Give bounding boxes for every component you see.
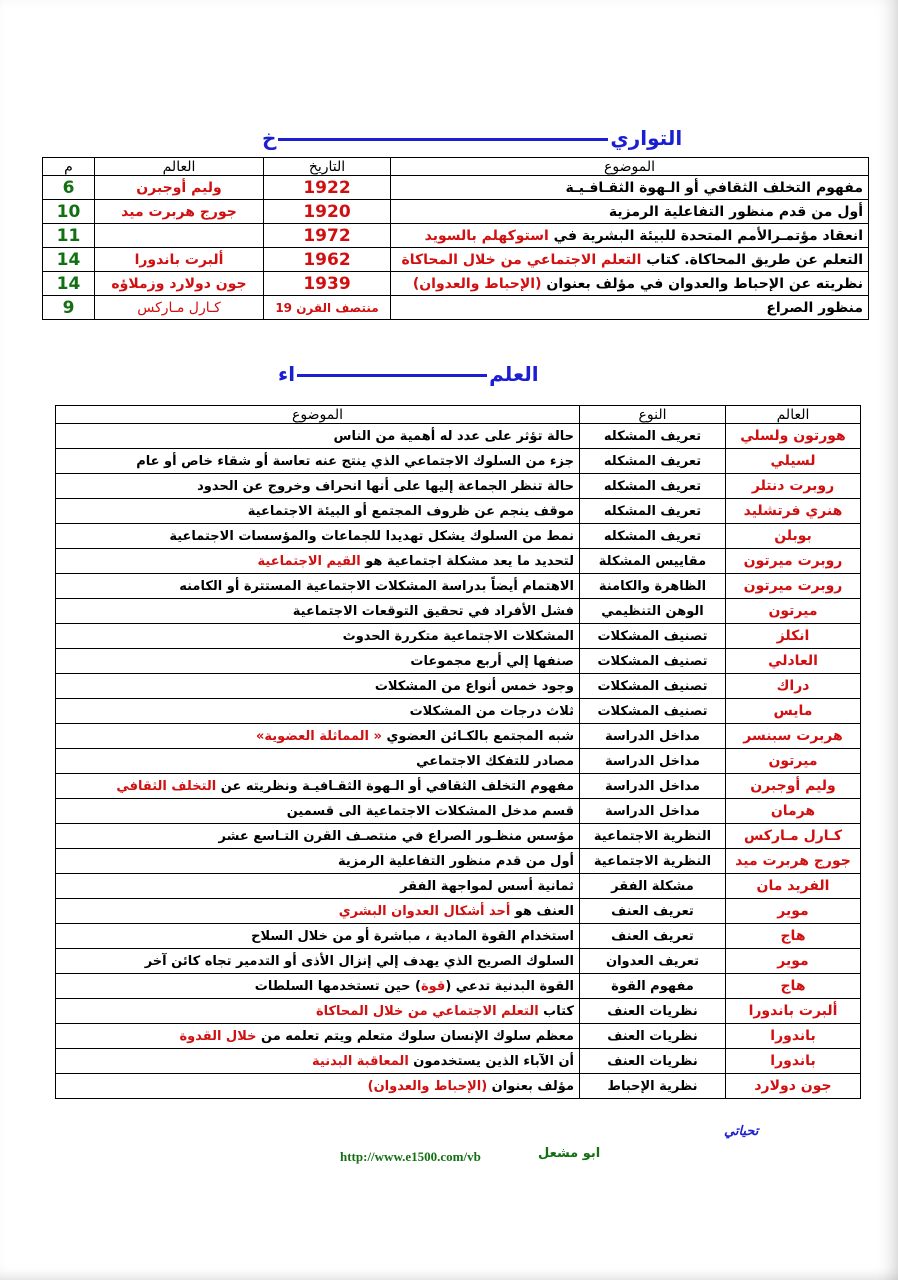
num-cell: 11 <box>43 224 95 248</box>
scientist-cell: هنري فرتشليد <box>726 499 861 524</box>
topic-cell: لتحديد ما يعد مشكلة اجتماعية هو القيم الاجتماعية <box>56 549 580 574</box>
type-cell: نظريات العنف <box>580 1049 726 1074</box>
header-type: النوع <box>580 406 726 424</box>
author-name: ابو مشعل <box>538 1146 601 1161</box>
topic-cell: المشكلات الاجتماعية متكررة الحدوث <box>56 624 580 649</box>
scientist-cell: روبرت ميرتون <box>726 574 861 599</box>
topic-cell: انعقاد مؤتمـرالأمم المتحدة للبيئة البشرية في استوكهلم بالسويد <box>391 224 869 248</box>
table-row <box>56 724 861 749</box>
header-topic: الموضوع <box>391 158 869 176</box>
topic-cell: جزء من السلوك الاجتماعي الذي ينتج عنه تعاسة أو شقاء خاص أو عام <box>56 449 580 474</box>
num-cell: 10 <box>43 200 95 224</box>
table-row <box>56 1049 861 1074</box>
table-row <box>56 1074 861 1099</box>
num-cell: 14 <box>43 272 95 296</box>
topic-cell: مؤلف بعنوان (الإحباط والعدوان) <box>56 1074 580 1099</box>
scientist-cell: جون دولارد <box>726 1074 861 1099</box>
header-scientist: العالم <box>95 158 264 176</box>
scientist-cell: بوبلن <box>726 524 861 549</box>
num-cell: 9 <box>43 296 95 320</box>
table-row <box>56 1024 861 1049</box>
table-row <box>56 474 861 499</box>
scientist-cell: هرمان <box>726 799 861 824</box>
forum-url: http://www.e1500.com/vb <box>340 1149 481 1164</box>
type-cell: الظاهرة والكامنة <box>580 574 726 599</box>
history-title: التواريخ <box>262 126 683 150</box>
table-row <box>56 749 861 774</box>
type-cell: تصنيف المشكلات <box>580 649 726 674</box>
scientist-cell: باندورا <box>726 1049 861 1074</box>
topic-cell: القوة البدنية تدعي (قوة) حين تستخدمها السلطات <box>56 974 580 999</box>
scientist-cell: كـارل مـاركس <box>95 296 264 320</box>
topic-cell: نمط من السلوك يشكل تهديدا للجماعات والمؤسسات الاجتماعية <box>56 524 580 549</box>
table-row <box>56 899 861 924</box>
date-cell: 1922 <box>264 176 391 200</box>
table-row <box>56 674 861 699</box>
scientist-cell: ميرتون <box>726 599 861 624</box>
topic-cell: العنف هو أحد أشكال العدوان البشري <box>56 899 580 924</box>
type-cell: تعريف العدوان <box>580 949 726 974</box>
topic-cell: ثلاث درجات من المشكلات <box>56 699 580 724</box>
type-cell: مشكلة الفقر <box>580 874 726 899</box>
signature: تحياتي <box>724 1124 759 1139</box>
table-row <box>56 599 861 624</box>
header-topic: الموضوع <box>56 406 580 424</box>
num-cell: 6 <box>43 176 95 200</box>
type-cell: نظريات العنف <box>580 1024 726 1049</box>
topic-cell: مؤسس منظـور الصراع في منتصـف القرن التـاسع عشر <box>56 824 580 849</box>
type-cell: مقاييس المشكلة <box>580 549 726 574</box>
table-row <box>43 176 869 200</box>
type-cell: مداخل الدراسة <box>580 799 726 824</box>
type-cell: تعريف العنف <box>580 899 726 924</box>
table-row <box>43 224 869 248</box>
scientist-cell: باندورا <box>726 1024 861 1049</box>
topic-cell: فشل الأفراد في تحقيق التوقعات الاجتماعية <box>56 599 580 624</box>
topic-cell: أول من قدم منظور التفاعلية الرمزية <box>391 200 869 224</box>
scientist-cell: العادلي <box>726 649 861 674</box>
type-cell: نظرية الإحباط <box>580 1074 726 1099</box>
date-cell: 1920 <box>264 200 391 224</box>
date-cell: منتصف القرن 19 <box>264 296 391 320</box>
scientist-cell: هربرت سبنسر <box>726 724 861 749</box>
table-row <box>43 248 869 272</box>
scientist-cell: جورج هربرت ميد <box>726 849 861 874</box>
scientists-title: العلماء <box>278 362 539 386</box>
scientist-cell: موير <box>726 949 861 974</box>
history-header-row <box>43 158 869 176</box>
topic-cell: كتاب التعلم الاجتماعي من خلال المحاكاة <box>56 999 580 1024</box>
type-cell: تعريف المشكله <box>580 424 726 449</box>
type-cell: مداخل الدراسة <box>580 724 726 749</box>
topic-cell: السلوك الصريح الذي يهدف إلي إنزال الأذى أو التدمير تجاه كائن آخر <box>56 949 580 974</box>
scientist-cell: روبرت دنتلر <box>726 474 861 499</box>
num-cell: 14 <box>43 248 95 272</box>
type-cell: مداخل الدراسة <box>580 749 726 774</box>
type-cell: النظرية الاجتماعية <box>580 849 726 874</box>
type-cell: النظرية الاجتماعية <box>580 824 726 849</box>
scientists-table <box>55 405 861 1099</box>
table-row <box>43 200 869 224</box>
table-row <box>43 296 869 320</box>
topic-cell: قسم مدخل المشكلات الاجتماعية الى قسمين <box>56 799 580 824</box>
table-row <box>56 849 861 874</box>
scientists-header-row <box>56 406 861 424</box>
scientist-cell: دراك <box>726 674 861 699</box>
type-cell: مداخل الدراسة <box>580 774 726 799</box>
header-date: التاريخ <box>264 158 391 176</box>
scientist-cell: ألبرت باندورا <box>726 999 861 1024</box>
type-cell: تعريف المشكله <box>580 474 726 499</box>
scientist-cell: مايس <box>726 699 861 724</box>
topic-cell: التعلم عن طريق المحاكاة. كتاب التعلم الاجتماعي من خلال المحاكاة <box>391 248 869 272</box>
scientist-cell: وليم أوجبرن <box>95 176 264 200</box>
table-row <box>56 774 861 799</box>
table-row <box>56 524 861 549</box>
topic-cell: صنفها إلي أربع مجموعات <box>56 649 580 674</box>
table-row <box>56 949 861 974</box>
type-cell: تعريف المشكله <box>580 449 726 474</box>
table-row <box>56 424 861 449</box>
scientist-cell: كـارل مـاركس <box>726 824 861 849</box>
type-cell: نظريات العنف <box>580 999 726 1024</box>
type-cell: تصنيف المشكلات <box>580 624 726 649</box>
type-cell: تصنيف المشكلات <box>580 674 726 699</box>
scientist-cell: جون دولارد وزملاؤه <box>95 272 264 296</box>
table-row <box>43 272 869 296</box>
scientist-cell: هاج <box>726 924 861 949</box>
scientist-cell <box>95 224 264 248</box>
topic-cell: أن الآباء الذين يستخدمون المعاقبة البدنية <box>56 1049 580 1074</box>
date-cell: 1962 <box>264 248 391 272</box>
table-row <box>56 799 861 824</box>
history-table <box>42 157 869 320</box>
type-cell: مفهوم القوة <box>580 974 726 999</box>
scientist-cell: ألبرت باندورا <box>95 248 264 272</box>
type-cell: تعريف العنف <box>580 924 726 949</box>
topic-cell: حالة تؤثر على عدد له أهمية من الناس <box>56 424 580 449</box>
header-num: م <box>43 158 95 176</box>
type-cell: الوهن التنظيمي <box>580 599 726 624</box>
topic-cell: مصادر للتفكك الاجتماعي <box>56 749 580 774</box>
table-row <box>56 499 861 524</box>
table-row <box>56 974 861 999</box>
topic-cell: معظم سلوك الإنسان سلوك متعلم ويتم تعلمه من خلال القدوة <box>56 1024 580 1049</box>
topic-cell: الاهتمام أيضاً بدراسة المشكلات الاجتماعية المستترة أو الكامنه <box>56 574 580 599</box>
scientist-cell: لسيلي <box>726 449 861 474</box>
scientist-cell: هاج <box>726 974 861 999</box>
topic-cell: نظريته عن الإحباط والعدوان في مؤلف بعنوان (الإحباط والعدوان) <box>391 272 869 296</box>
date-cell: 1939 <box>264 272 391 296</box>
scientist-cell: وليم أوجبرن <box>726 774 861 799</box>
scientist-cell: روبرت ميرتون <box>726 549 861 574</box>
table-row <box>56 549 861 574</box>
type-cell: تعريف المشكله <box>580 499 726 524</box>
scientist-cell: موير <box>726 899 861 924</box>
scientist-cell: الفريد مان <box>726 874 861 899</box>
type-cell: تعريف المشكله <box>580 524 726 549</box>
topic-cell: أول من قدم منظور التفاعلية الرمزية <box>56 849 580 874</box>
table-row <box>56 624 861 649</box>
table-row <box>56 699 861 724</box>
topic-cell: مفهوم التخلف الثقافي أو الـهوة الثقـافـيـة <box>391 176 869 200</box>
scientist-cell: هورتون ولسلي <box>726 424 861 449</box>
type-cell: تصنيف المشكلات <box>580 699 726 724</box>
table-row <box>56 999 861 1024</box>
scientists-table-body <box>56 424 861 1099</box>
topic-cell: منظور الصراع <box>391 296 869 320</box>
topic-cell: موقف ينجم عن ظروف المجتمع أو البيئة الاجتماعية <box>56 499 580 524</box>
header-scientist: العالم <box>726 406 861 424</box>
topic-cell: استخدام القوة المادية ، مباشرة أو من خلال السلاح <box>56 924 580 949</box>
table-row <box>56 449 861 474</box>
scientist-cell: انكلز <box>726 624 861 649</box>
scientist-cell: جورج هربرت ميد <box>95 200 264 224</box>
topic-cell: شبه المجتمع بالكـائن العضوي « المماثلة العضوية» <box>56 724 580 749</box>
topic-cell: وجود خمس أنواع من المشكلات <box>56 674 580 699</box>
scientist-cell: ميرتون <box>726 749 861 774</box>
date-cell: 1972 <box>264 224 391 248</box>
table-row <box>56 824 861 849</box>
table-row <box>56 874 861 899</box>
table-row <box>56 574 861 599</box>
topic-cell: ثمانية أسس لمواجهة الفقر <box>56 874 580 899</box>
table-row <box>56 924 861 949</box>
topic-cell: مفهوم التخلف الثقافي أو الـهوة الثقـافيـة ونظريته عن التخلف الثقافي <box>56 774 580 799</box>
topic-cell: حالة تنظر الجماعة إليها على أنها انحراف وخروج عن الحدود <box>56 474 580 499</box>
table-row <box>56 649 861 674</box>
